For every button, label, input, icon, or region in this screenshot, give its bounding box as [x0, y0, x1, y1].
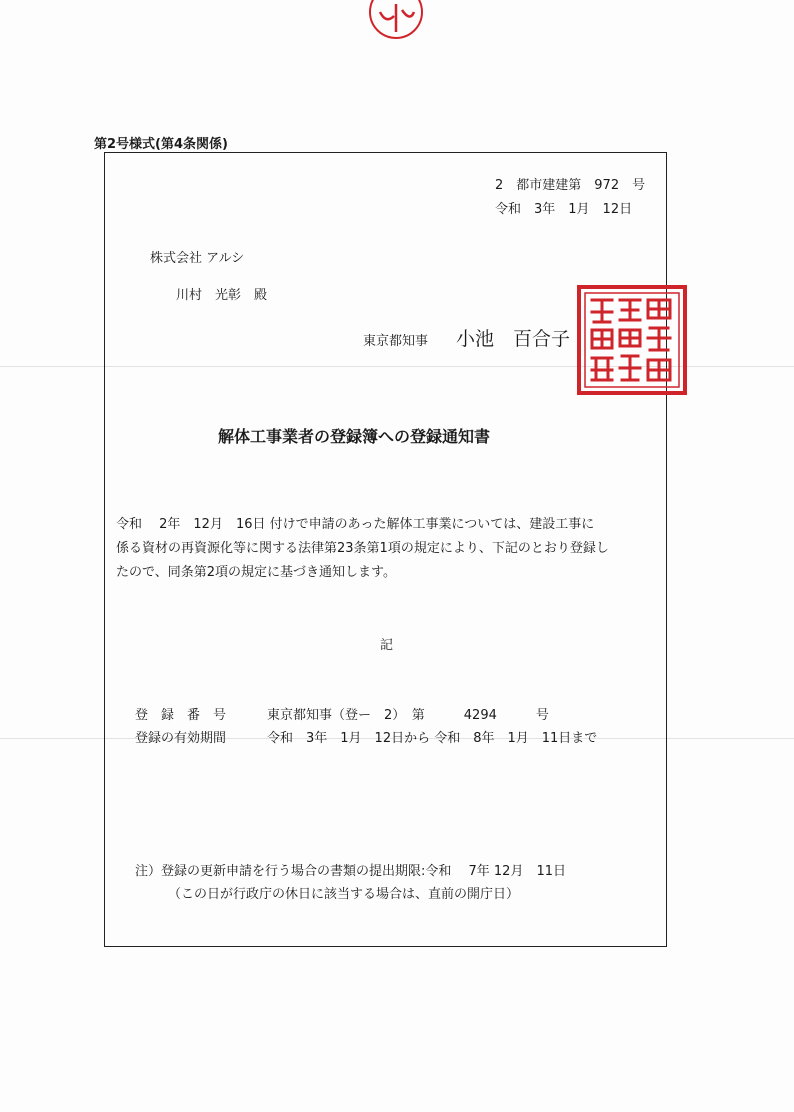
addressee-person: 川村 光彰 殿 — [176, 288, 268, 303]
issuer-name: 小池 百合子 — [456, 328, 571, 350]
issuer-title: 東京都知事 — [363, 334, 429, 349]
registration-number-label: 登 録 番 号 — [135, 708, 227, 723]
document-number: 2 都市建建第 972 号 — [495, 178, 646, 193]
form-label: 第2号様式(第4条関係) — [94, 137, 228, 152]
body-paragraph — [116, 513, 656, 585]
validity-period-label: 登録の有効期間 — [135, 731, 227, 746]
top-seal-partial — [366, 0, 426, 42]
note-line: 注）登録の更新申請を行う場合の書類の提出期限:令和 7年 12月 11日 — [135, 864, 566, 879]
document-title: 解体工事業者の登録簿への登録通知書 — [218, 427, 491, 446]
validity-period-value: 令和 3年 1月 12日から 令和 8年 1月 11日まで — [267, 731, 598, 746]
body-line: 令和 2年 12月 16日 付けで申請のあった解体工事業については、建設工事に — [116, 517, 595, 532]
document-date: 令和 3年 1月 12日 — [495, 202, 633, 217]
addressee-company: 株式会社 アルシ — [150, 251, 245, 266]
note-line: （この日が行政庁の休日に該当する場合は、直前の開庁日） — [168, 887, 520, 902]
body-line: たので、同条第2項の規定に基づき通知します。 — [116, 565, 396, 580]
registration-number-value: 東京都知事（登ー 2） 第 4294 号 — [267, 708, 549, 723]
official-seal — [576, 284, 688, 396]
body-line: 係る資材の再資源化等に関する法律第23条第1項の規定により、下記のとおり登録し — [116, 541, 609, 556]
ki-heading: 記 — [380, 638, 394, 653]
